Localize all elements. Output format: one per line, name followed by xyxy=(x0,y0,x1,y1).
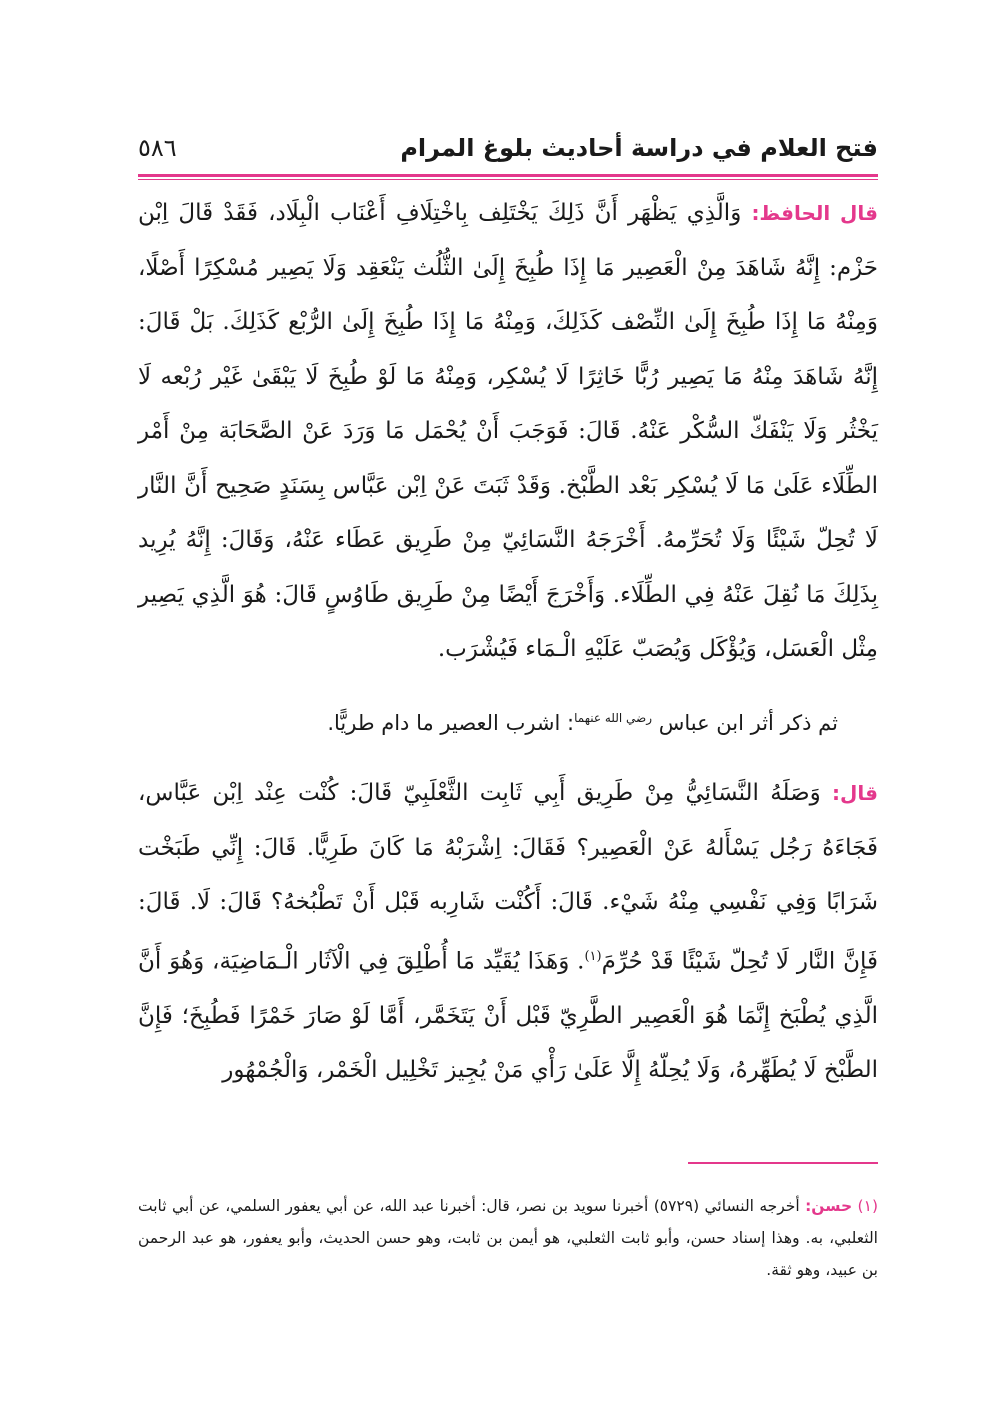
paragraph-text: وَالَّذِي يَظْهَر أَنَّ ذَلِكَ يَخْتَلِف بِاخْتِلَافِ أَعْنَاب الْبِلَاد، فَقَدْ قَالَ اِبْن حَزْم: إِنَّهُ شَاهَدَ مِنْ الْعَصِير مَا إِذَا طُبِخَ إِلَىٰ الثُّلُث يَنْعَقِد وَلَا يَصِير مُسْكِرًا أَصْلًا، وَمِنْهُ مَا إِذَا طُبِخَ إِلَىٰ النِّصْف كَذَلِكَ، وَمِنْهُ مَا إِذَا طُبِخَ إِلَىٰ الرُّبْع كَذَلِكَ. بَلْ قَالَ: إِنَّهُ شَاهَدَ مِنْهُ مَا يَصِير رُبًّا خَاثِرًا لَا يُسْكِر، وَمِنْهُ مَا لَوْ طُبِخَ لَا يَبْقَىٰ غَيْر رُبْعه لَا يَخْثُر وَلَا يَنْفَكّ السُّكْر عَنْهُ. قَالَ: فَوَجَبَ أَنْ يُحْمَل مَا وَرَدَ عَنْ الصَّحَابَة مِنْ أَمْر الطِّلَاء عَلَىٰ مَا لَا يُسْكِر بَعْد الطَّبْخ. وَقَدْ ثَبَتَ عَنْ اِبْن عَبَّاس بِسَنَدٍ صَحِيح أَنَّ النَّار لَا تُحِلّ شَيْئًا وَلَا تُحَرِّمهُ. أَخْرَجَهُ النَّسَائِيّ مِنْ طَرِيق عَطَاء عَنْهُ، وَقَالَ: إِنَّهُ يُرِيد بِذَلِكَ مَا نُقِلَ عَنْهُ فِي الطِّلَاء. وَأَخْرَجَ أَيْضًا مِنْ طَرِيق طَاوُسٍ قَالَ: هُوَ الَّذِي يَصِير مِثْل الْعَسَل، وَيُؤْكَل وَيُصَبّ عَلَيْهِ الْـمَاء فَيُشْرَب. xyxy=(138,200,878,662)
header-rule-thin xyxy=(138,179,878,180)
header-rule-thick xyxy=(138,174,878,177)
page-header xyxy=(138,122,878,174)
speaker-label: قال الحافظ: xyxy=(751,201,878,225)
book-title: فتح العلام في دراسة أحاديث بلوغ المرام xyxy=(400,134,878,162)
paragraph-hafiz xyxy=(138,186,878,677)
footnote-text: أخرجه النسائي (٥٧٢٩) أخبرنا سويد بن نصر، قال: أخبرنا عبد الله، عن أبي يعفور السلمي، عن أبي ثابت الثعلبي، به. وهذا إسناد حسن، وأبو ثابت الثعلبي، هو أيمن بن ثابت، وهو حسن الحديث، وأبو يعفور، هو عبد الرحمن بن عبيد، وهو ثقة. xyxy=(138,1197,878,1279)
speaker-label: قال: xyxy=(832,781,878,805)
footnote-reference[interactable]: (١) xyxy=(584,948,602,964)
footnote-separator xyxy=(688,1162,878,1164)
honorific-symbol: رضي الله عنهما xyxy=(574,710,653,725)
mention-text-end: : اشرب العصير ما دام طريًّا. xyxy=(327,710,575,735)
footnote-number: (١) xyxy=(857,1197,878,1215)
main-text xyxy=(138,186,878,1098)
paragraph-text-continued: . وَهَذَا يُقَيِّد مَا أُطْلِقَ فِي الْآثَار الْـمَاضِيَة، وَهُوَ أَنَّ الَّذِي يُطْبَخ إِنَّمَا هُوَ الْعَصِير الطَّرِيّ قَبْل أَنْ يَتَخَمَّر، أَمَّا لَوْ صَارَ خَمْرًا فَطُبِخَ؛ فَإِنَّ الطَّبْخ لَا يُطَهِّرهُ، وَلَا يُحِلّهُ إِلَّا عَلَىٰ رَأْي مَنْ يُجِيز تَخْلِيل الْخَمْر، وَالْجُمْهُور xyxy=(138,948,878,1084)
footnote xyxy=(138,1190,878,1286)
page-number: ٥٨٦ xyxy=(138,134,177,162)
paragraph-qala xyxy=(138,766,878,1098)
paragraph-text: وَصَلَهُ النَّسَائِيُّ مِنْ طَرِيق أَبِي ثَابِت الثَّعْلَبِيّ قَالَ: كُنْت عِنْد اِبْن عَبَّاس، فَجَاءَهُ رَجُل يَسْأَلهُ عَنْ الْعَصِير؟ فَقَالَ: اِشْرَبْهُ مَا كَانَ طَرِيًّا. قَالَ: إِنِّي طَبَخْت شَرَابًا وَفِي نَفْسِي مِنْهُ شَيْء. قَالَ: أَكُنْت شَارِبه قَبْل أَنْ تَطْبُخهُ؟ قَالَ: لَا. قَالَ: فَإِنَّ النَّار لَا تُحِلّ شَيْئًا قَدْ حُرِّمَ xyxy=(138,780,879,975)
paragraph-mention xyxy=(138,691,878,751)
mention-text-start: ثم ذكر أثر ابن عباس xyxy=(652,710,838,735)
footnote-grade-label: حسن: xyxy=(805,1197,853,1215)
